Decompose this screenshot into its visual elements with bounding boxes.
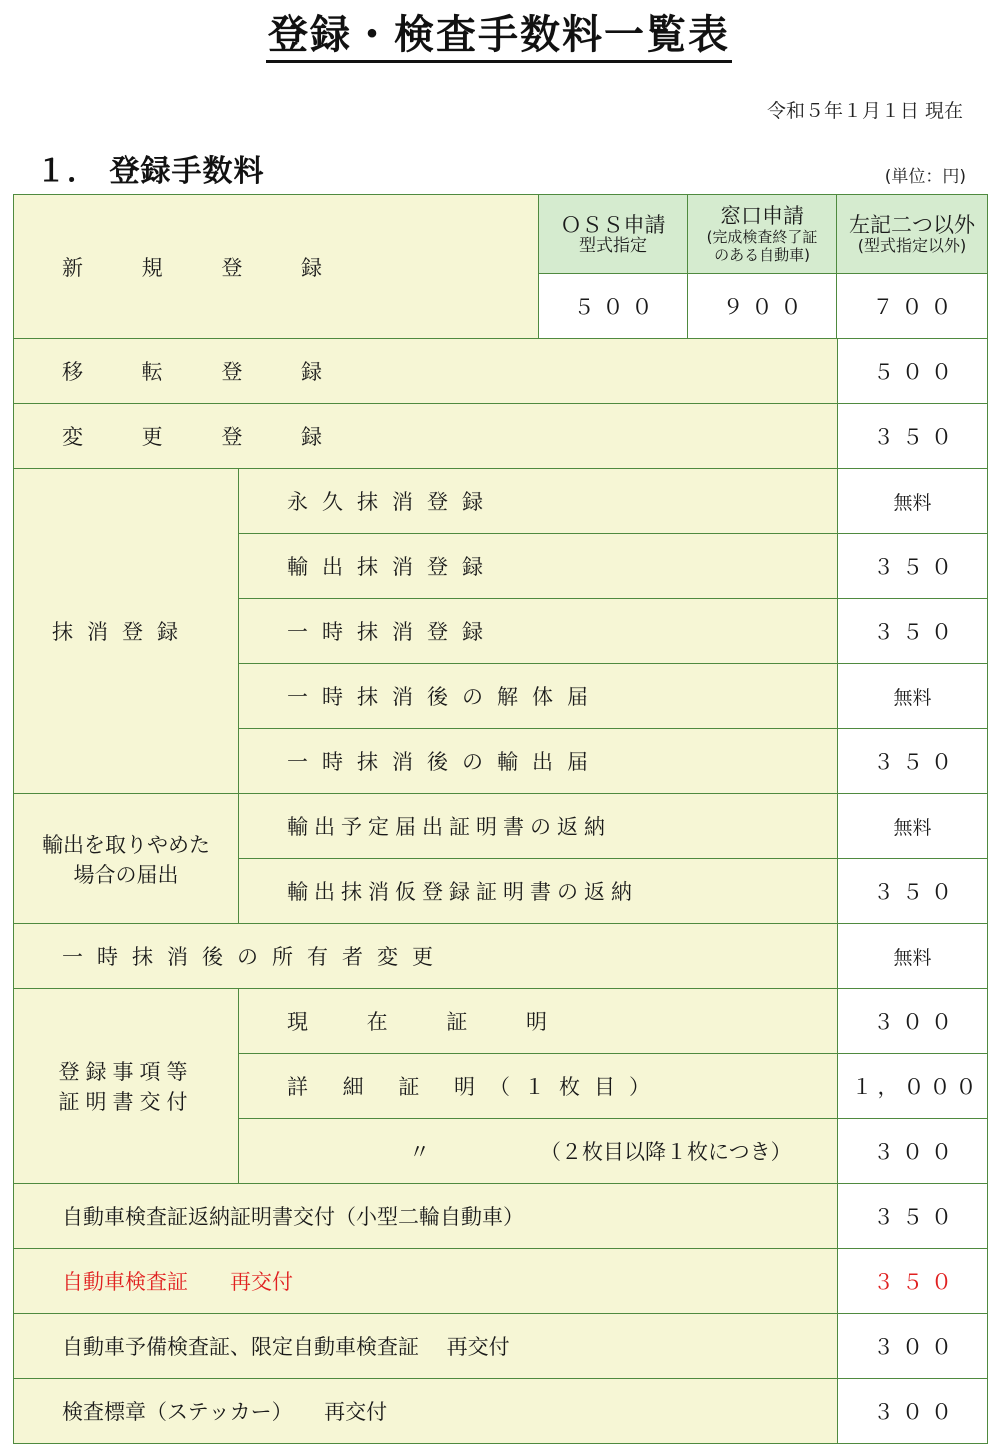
fee-value: ３５０ xyxy=(873,425,960,449)
deletion-group-label xyxy=(13,468,239,794)
reissue-inspection-certificate-label xyxy=(13,1248,838,1314)
deletion-item-fee xyxy=(837,728,988,794)
new-registration-label xyxy=(13,194,539,339)
deletion-item-label xyxy=(238,663,838,729)
page-title-wrap xyxy=(0,12,998,68)
certificate-item-fee xyxy=(837,988,988,1054)
header-window-sub2: のある自動車) xyxy=(714,246,810,264)
deletion-item-text: 輸出抹消登録 xyxy=(287,555,497,579)
fee-value: ３５０ xyxy=(873,880,960,904)
export-cancel-group-label xyxy=(13,793,239,924)
deletion-item-label xyxy=(238,728,838,794)
deletion-item-text: 一時抹消後の輸出届 xyxy=(287,750,602,774)
header-window xyxy=(687,194,837,274)
transfer-registration-fee xyxy=(837,338,988,404)
reissue-spare-certificate-label xyxy=(13,1313,838,1379)
change-registration-fee xyxy=(837,403,988,469)
return-certificate-fee xyxy=(837,1183,988,1249)
certificate-group-line1: 登録事項等 xyxy=(58,1060,194,1084)
fee-value: ３５０ xyxy=(873,750,960,774)
fee-value: １，０００ xyxy=(851,1075,982,1099)
certificate-item-text: （２枚目以降１枚につき） xyxy=(540,1140,792,1164)
fee-value: ３００ xyxy=(873,1140,960,1164)
fee-value: 無料 xyxy=(893,946,932,969)
fee-value: ３００ xyxy=(873,1335,960,1359)
owner-change-label xyxy=(13,923,838,989)
fee-value: ３００ xyxy=(873,1400,960,1424)
transfer-registration-label xyxy=(13,338,838,404)
fee-value: 無料 xyxy=(893,491,932,514)
certificate-item-fee xyxy=(837,1053,988,1119)
new-registration-text: 新 規 登 録 xyxy=(62,255,349,280)
change-registration-label xyxy=(13,403,838,469)
certificate-item-label xyxy=(238,988,838,1054)
export-cancel-item-text: 輸出抹消仮登録証明書の返納 xyxy=(287,880,638,904)
certificate-group-label xyxy=(13,988,239,1184)
as-of-date: 令和５年１月１日 現在 xyxy=(766,100,963,122)
fee-value: ３５０ xyxy=(873,1205,960,1229)
reissue-spare-certificate-text: 自動車予備検査証、限定自動車検査証 再交付 xyxy=(62,1335,510,1359)
fee-value: ３００ xyxy=(873,1010,960,1034)
fee-value: 無料 xyxy=(893,686,932,709)
export-cancel-item-label xyxy=(238,793,838,859)
owner-change-text: 一時抹消後の所有者変更 xyxy=(62,945,447,969)
fee-value: ３５０ xyxy=(873,555,960,579)
fee-value: ３５０ xyxy=(873,620,960,644)
export-cancel-item-text: 輸出予定届出証明書の返納 xyxy=(287,815,611,839)
export-cancel-group-line2: 場合の届出 xyxy=(73,862,179,887)
certificate-item-fee xyxy=(837,1118,988,1184)
owner-change-fee xyxy=(837,923,988,989)
reissue-sticker-label xyxy=(13,1378,838,1444)
other-fee-value: ７００ xyxy=(872,295,960,319)
certificate-group-line2: 証明書交付 xyxy=(58,1090,194,1114)
reissue-inspection-certificate-text: 自動車検査証 再交付 xyxy=(62,1270,293,1294)
deletion-item-fee xyxy=(837,468,988,534)
reissue-sticker-fee xyxy=(837,1378,988,1444)
fee-table xyxy=(13,194,988,1444)
certificate-item-label xyxy=(238,1053,838,1119)
header-other-main: 左記二つ以外 xyxy=(849,213,975,237)
deletion-item-label xyxy=(238,598,838,664)
reissue-spare-certificate-fee xyxy=(837,1313,988,1379)
export-cancel-item-fee xyxy=(837,858,988,924)
header-window-sub1: (完成検査終了証 xyxy=(706,228,818,246)
export-cancel-item-label xyxy=(238,858,838,924)
deletion-item-label xyxy=(238,468,838,534)
header-other-sub: (型式指定以外) xyxy=(857,236,967,255)
new-registration-window-fee xyxy=(687,273,837,339)
deletion-item-fee xyxy=(837,533,988,599)
new-registration-oss-fee xyxy=(538,273,688,339)
header-oss-main: ＯＳＳ申請 xyxy=(560,213,666,237)
deletion-item-text: 永久抹消登録 xyxy=(287,490,497,514)
change-registration-text: 変 更 登 録 xyxy=(62,425,349,449)
new-registration-other-fee xyxy=(836,273,988,339)
header-oss-sub: 型式指定 xyxy=(579,236,647,256)
unit-label: (単位：円) xyxy=(884,167,966,187)
section-title: １． 登録手数料 xyxy=(36,154,265,189)
reissue-inspection-certificate-fee xyxy=(837,1248,988,1314)
deletion-item-fee xyxy=(837,598,988,664)
oss-fee-value: ５００ xyxy=(573,295,661,319)
fee-value: 無料 xyxy=(893,816,932,839)
ditto-mark: 〃 xyxy=(409,1140,430,1164)
transfer-registration-text: 移 転 登 録 xyxy=(62,360,349,384)
window-fee-value: ９００ xyxy=(722,295,810,319)
deletion-item-text: 一時抹消後の解体届 xyxy=(287,685,602,709)
fee-value: ５００ xyxy=(873,360,960,384)
export-cancel-group-line1: 輸出を取りやめた xyxy=(42,832,210,857)
certificate-item-label xyxy=(238,1118,838,1184)
page-title: 登録・検査手数料一覧表 xyxy=(266,12,732,63)
header-oss xyxy=(538,194,688,274)
header-other xyxy=(836,194,988,274)
deletion-item-text: 一時抹消登録 xyxy=(287,620,497,644)
deletion-item-label xyxy=(238,533,838,599)
certificate-item-text: 現 在 証 明 xyxy=(287,1010,574,1034)
deletion-item-fee xyxy=(837,663,988,729)
certificate-item-text: 詳 細 証 明（１枚目） xyxy=(287,1075,665,1099)
deletion-group-text: 抹消登録 xyxy=(52,620,192,644)
export-cancel-item-fee xyxy=(837,793,988,859)
fee-value: ３５０ xyxy=(873,1270,960,1294)
return-certificate-text: 自動車検査証返納証明書交付（小型二輪自動車） xyxy=(62,1205,524,1229)
reissue-sticker-text: 検査標章（ステッカー） 再交付 xyxy=(62,1400,388,1424)
return-certificate-label xyxy=(13,1183,838,1249)
header-window-main: 窓口申請 xyxy=(720,204,804,228)
